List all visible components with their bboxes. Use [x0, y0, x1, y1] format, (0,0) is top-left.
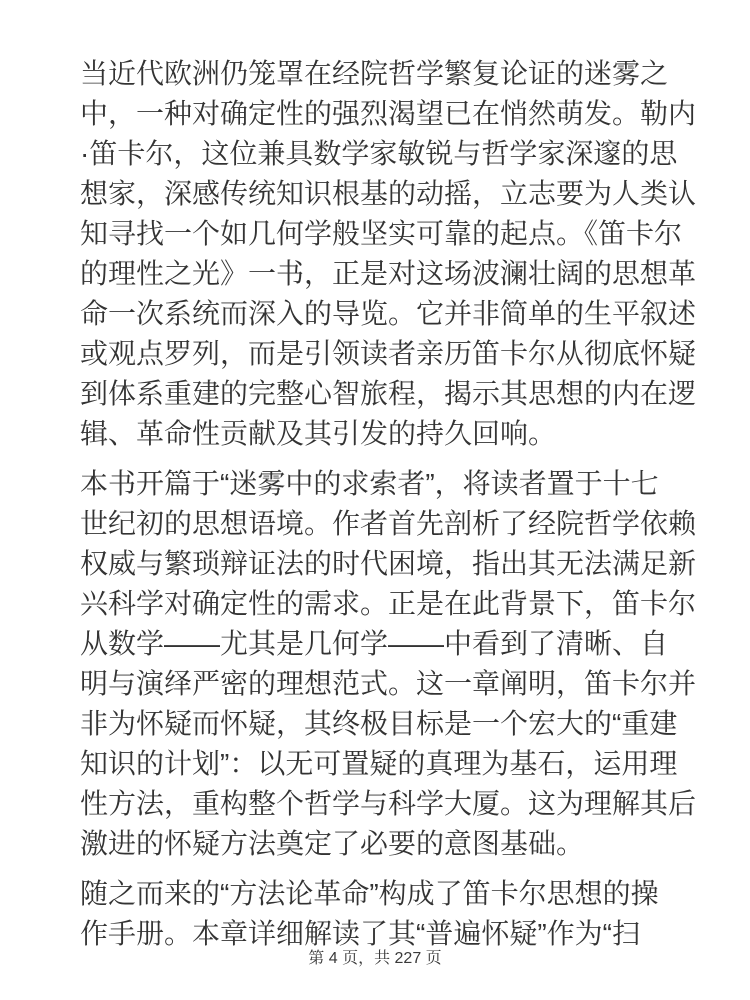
text-line: 命一次系统而深入的导览。它并非简单的生平叙述 [80, 298, 697, 329]
text-line: 或观点罗列，而是引领读者亲历笛卡尔从彻底怀疑 [80, 338, 697, 369]
text-line: 当近代欧洲仍笼罩在经院哲学繁复论证的迷雾之 [80, 58, 669, 89]
paragraph [80, 54, 697, 454]
text-line: 本书开篇于“迷雾中的求索者”，将读者置于十七 [80, 468, 659, 499]
text-line: 激进的怀疑方法奠定了必要的意图基础。 [80, 828, 585, 859]
page-indicator: 第 4 页，共 227 页 [308, 950, 442, 967]
text-line: 明与演绎严密的理想范式。这一章阐明，笛卡尔并 [80, 668, 697, 699]
paragraph [80, 464, 697, 864]
text-line: 性方法，重构整个哲学与科学大厦。这为理解其后 [80, 788, 697, 819]
text-line: ·笛卡尔，这位兼具数学家敏锐与哲学家深邃的思 [80, 138, 678, 169]
text-line: 世纪初的思想语境。作者首先剖析了经院哲学依赖 [80, 508, 697, 539]
document-body [80, 54, 697, 964]
text-line: 到体系重建的完整心智旅程，揭示其思想的内在逻 [80, 378, 697, 409]
text-line: 的理性之光》一书，正是对这场波澜壮阔的思想革 [80, 258, 697, 289]
text-line: 辑、革命性贡献及其引发的持久回响。 [80, 418, 557, 449]
text-line: 兴科学对确定性的需求。正是在此背景下，笛卡尔 [80, 588, 697, 619]
text-line: 中，一种对确定性的强烈渴望已在悄然萌发。勒内 [80, 98, 697, 129]
text-line: 想家，深感传统知识根基的动摇，立志要为人类认 [80, 178, 697, 209]
text-line: 非为怀疑而怀疑，其终极目标是一个宏大的“重建 [80, 708, 678, 739]
text-line: 知寻找一个如几何学般坚实可靠的起点。《笛卡尔 [80, 218, 683, 249]
text-line: 从数学——尤其是几何学——中看到了清晰、自 [80, 628, 669, 659]
text-line: 作手册。本章详细解读了其“普遍怀疑”作为“扫 [80, 918, 640, 949]
text-line: 权威与繁琐辩证法的时代困境，指出其无法满足新 [80, 548, 697, 579]
text-line: 随之而来的“方法论革命”构成了笛卡尔思想的操 [80, 878, 659, 909]
text-line: 知识的计划”：以无可置疑的真理为基石，运用理 [80, 748, 678, 779]
paragraph [80, 874, 676, 954]
